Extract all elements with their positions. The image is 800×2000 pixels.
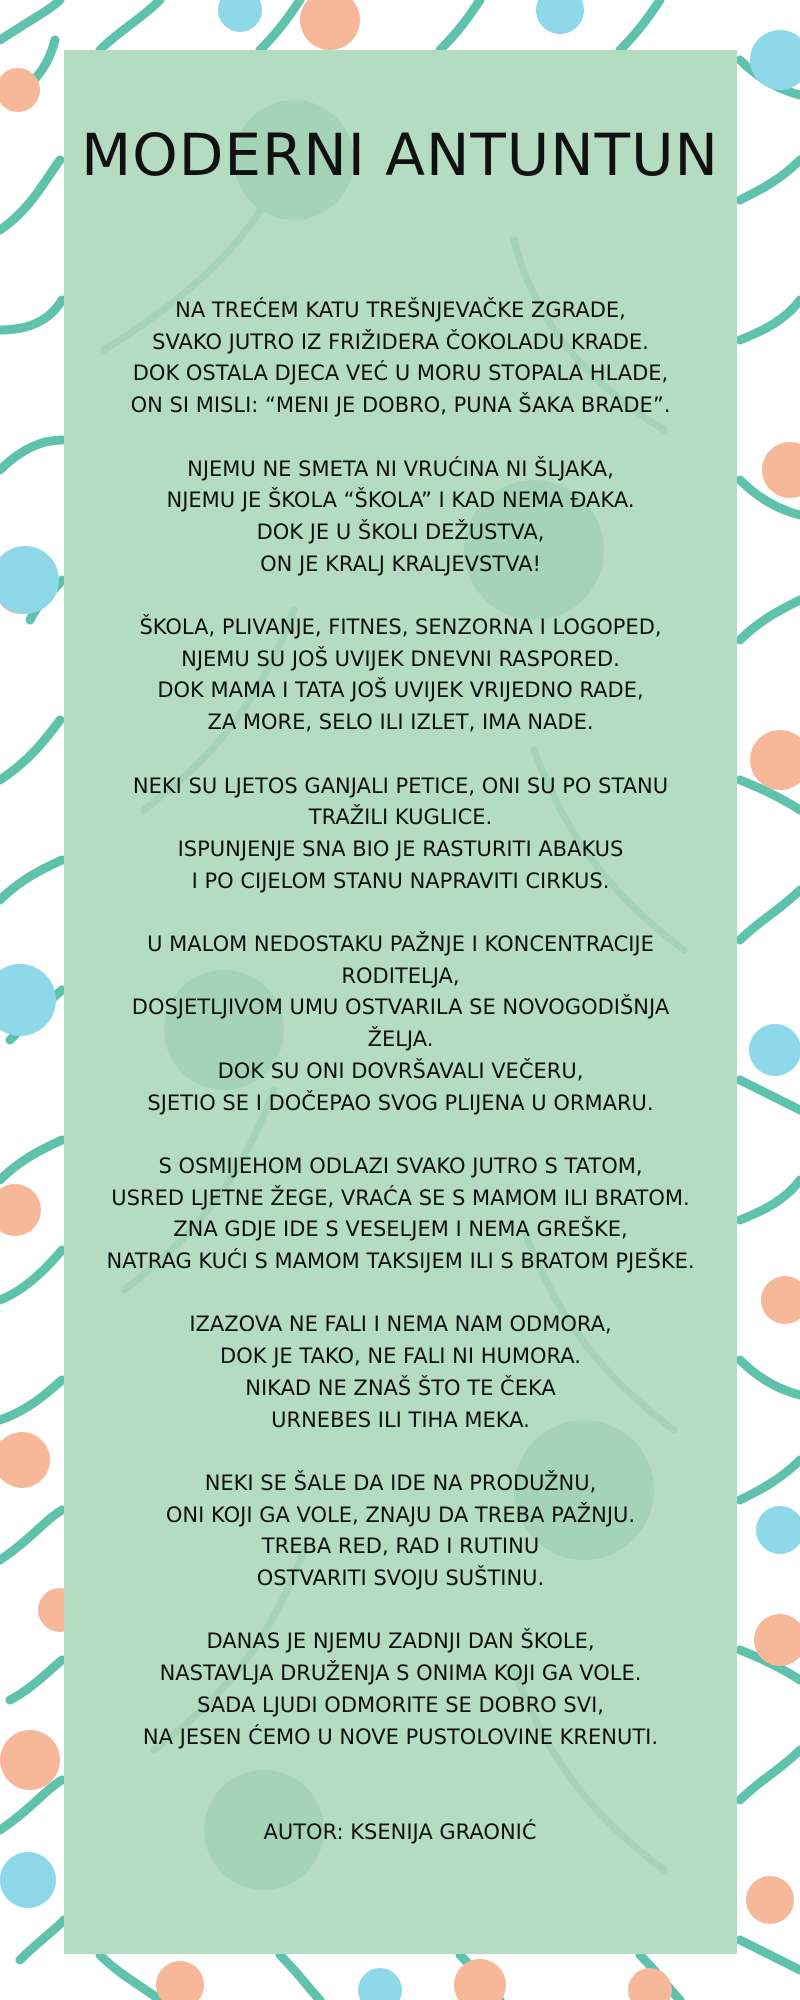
poem-line: NA JESEN ĆEMO U NOVE PUSTOLOVINE KRENUTI. [142, 1724, 659, 1749]
poem-line: ONI KOJI GA VOLE, ZNAJU DA TREBA PAŽNJU. [165, 1502, 636, 1527]
stanza [64, 1309, 737, 1436]
poem-line: ZA MORE, SELO ILI IZLET, IMA NADE. [207, 710, 594, 735]
poem-line: DOK MAMA I TATA JOŠ UVIJEK VRIJEDNO RADE, [157, 678, 644, 703]
poem-line: I PO CIJELOM STANU NAPRAVITI CIRKUS. [191, 868, 610, 893]
poem-line: TRAŽILI KUGLICE. [308, 805, 493, 830]
poem-line: NJEMU SU JOŠ UVIJEK DNEVNI RASPORED. [181, 646, 620, 671]
poem-line: SVAKO JUTRO IZ FRIŽIDERA ČOKOLADU KRADE. [152, 329, 649, 354]
poem-line: DOK SU ONI DOVRŠAVALI VEČERU, [217, 1058, 584, 1083]
stanza [64, 1468, 737, 1595]
poem-body [64, 295, 737, 1785]
stanza [64, 771, 737, 898]
poem-line: ZNA GDJE IDE S VESELJEM I NEMA GREŠKE, [173, 1217, 628, 1242]
stanza [64, 295, 737, 422]
poem-line: NIKAD NE ZNAŠ ŠTO TE ČEKA [245, 1375, 556, 1400]
poem-line: ON SI MISLI: “MENI JE DOBRO, PUNA ŠAKA BRADE”. [130, 393, 671, 418]
stanza [64, 929, 737, 1119]
poem-line: NASTAVLJA DRUŽENJA S ONIMA KOJI GA VOLE. [159, 1661, 642, 1686]
poem-line: NEKI SE ŠALE DA IDE NA PRODUŽNU, [204, 1470, 597, 1495]
poem-line: ŽELJA. [367, 1027, 434, 1052]
poem-line: ON JE KRALJ KRALJEVSTVA! [260, 551, 541, 576]
poem-line: S OSMIJEHOM ODLAZI SVAKO JUTRO S TATOM, [158, 1153, 643, 1178]
poem-line: NEKI SU LJETOS GANJALI PETICE, ONI SU PO STANU [132, 773, 669, 798]
stanza [64, 1626, 737, 1753]
poem-line: DOK JE U ŠKOLI DEŽUSTVA, [256, 519, 545, 544]
poem-line: DOSJETLJIVOM UMU OSTVARILA SE NOVOGODIŠNJA [131, 995, 670, 1020]
stanza [64, 1151, 737, 1278]
poem-line: SJETIO SE I DOČEPAO SVOG PLIJENA U ORMARU. [147, 1090, 654, 1115]
poem-line: NATRAG KUĆI S MAMOM TAKSIJEM ILI S BRATOM PJEŠKE. [106, 1249, 695, 1274]
poem-line: USRED LJETNE ŽEGE, VRAĆA SE S MAMOM ILI BRATOM. [111, 1185, 690, 1210]
poem-line: OSTVARITI SVOJU SUŠTINU. [256, 1566, 545, 1591]
poem-line: URNEBES ILI TIHA MEKA. [271, 1407, 530, 1432]
poem-line: DOK OSTALA DJECA VEĆ U MORU STOPALA HLADE, [132, 361, 669, 386]
poem-line: ISPUNJENJE SNA BIO JE RASTURITI ABAKUS [177, 836, 624, 861]
poem-line: DANAS JE NJEMU ZADNJI DAN ŠKOLE, [206, 1629, 595, 1654]
poem-line: TREBA RED, RAD I RUTINU [261, 1534, 540, 1559]
stanza [64, 612, 737, 739]
poem-line: RODITELJA, [341, 963, 460, 988]
poem-line: IZAZOVA NE FALI I NEMA NAM ODMORA, [189, 1312, 612, 1337]
poem-title: MODERNI ANTUNTUN [81, 121, 719, 189]
poem-line: ŠKOLA, PLIVANJE, FITNES, SENZORNA I LOGOPED, [139, 615, 662, 639]
poem-line: NJEMU NE SMETA NI VRUĆINA NI ŠLJAKA, [187, 456, 614, 481]
poem-line: NA TREĆEM KATU TREŠNJEVAČKE ZGRADE, [175, 298, 626, 322]
poem-line: SADA LJUDI ODMORITE SE DOBRO SVI, [197, 1692, 604, 1717]
stanza [64, 454, 737, 581]
poem-author: AUTOR: KSENIJA GRAONIĆ [263, 1820, 537, 1844]
poem-line: NJEMU JE ŠKOLA “ŠKOLA” I KAD NEMA ĐAKA. [166, 488, 635, 513]
poem-line: DOK JE TAKO, NE FALI NI HUMORA. [220, 1344, 581, 1369]
poem-line: U MALOM NEDOSTAKU PAŽNJE I KONCENTRACIJE [147, 932, 654, 956]
